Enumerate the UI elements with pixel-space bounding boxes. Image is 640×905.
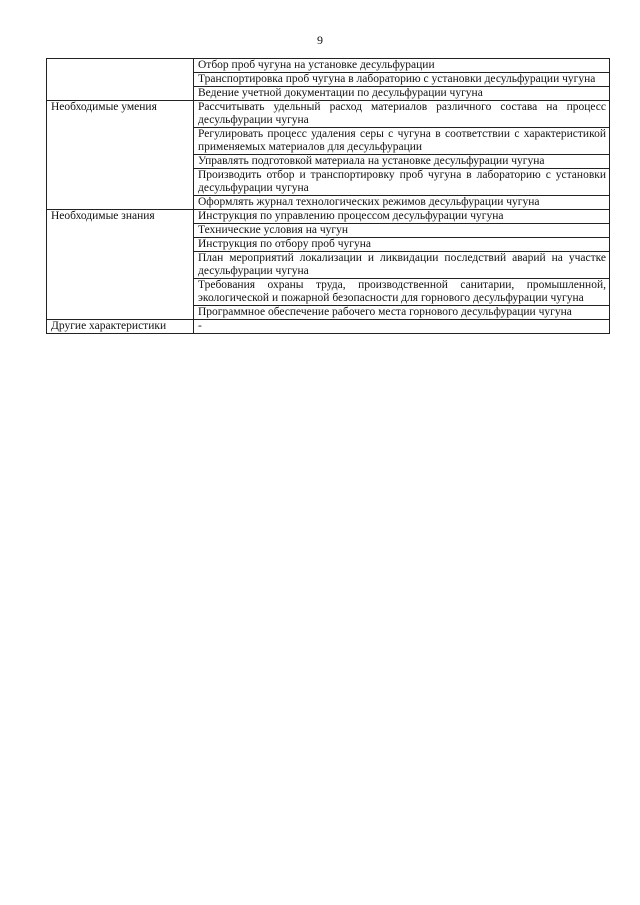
table-row: [47, 101, 610, 128]
list-item: План мероприятий локализации и ликвидации последствий аварий на участке десульфурации чугуна: [194, 252, 610, 279]
page-number: 9: [317, 33, 323, 47]
list-item: Рассчитывать удельный расход материалов различного состава на процесс десульфурации чугуна: [194, 101, 610, 128]
list-item: Ведение учетной документации по десульфурации чугуна: [194, 87, 610, 101]
list-item: Программное обеспечение рабочего места горнового десульфурации чугуна: [194, 306, 610, 320]
list-item: -: [194, 320, 610, 334]
section-label-skills: Необходимые умения: [47, 101, 194, 210]
list-item: Отбор проб чугуна на установке десульфурации: [194, 59, 610, 73]
list-item: Технические условия на чугун: [194, 224, 610, 238]
list-item: Управлять подготовкой материала на установке десульфурации чугуна: [194, 155, 610, 169]
section-label-other: Другие характеристики: [47, 320, 194, 334]
list-item: Регулировать процесс удаления серы с чугуна в соответствии с характеристикой применяемых материалов для десульфурации: [194, 128, 610, 155]
table-row: [47, 320, 610, 334]
section-label-continued: [47, 59, 194, 101]
table-row: [47, 210, 610, 224]
list-item: Оформлять журнал технологических режимов десульфурации чугуна: [194, 196, 610, 210]
list-item: Транспортировка проб чугуна в лабораторию с установки десульфурации чугуна: [194, 73, 610, 87]
competency-table: [46, 58, 610, 334]
list-item: Инструкция по управлению процессом десульфурации чугуна: [194, 210, 610, 224]
list-item: Инструкция по отбору проб чугуна: [194, 238, 610, 252]
section-label-knowledge: Необходимые знания: [47, 210, 194, 320]
list-item: Производить отбор и транспортировку проб чугуна в лабораторию с установки десульфурации чугуна: [194, 169, 610, 196]
list-item: Требования охраны труда, производственной санитарии, промышленной, экологической и пожарной безопасности для горнового десульфурации чугуна: [194, 279, 610, 306]
table-row: [47, 59, 610, 73]
